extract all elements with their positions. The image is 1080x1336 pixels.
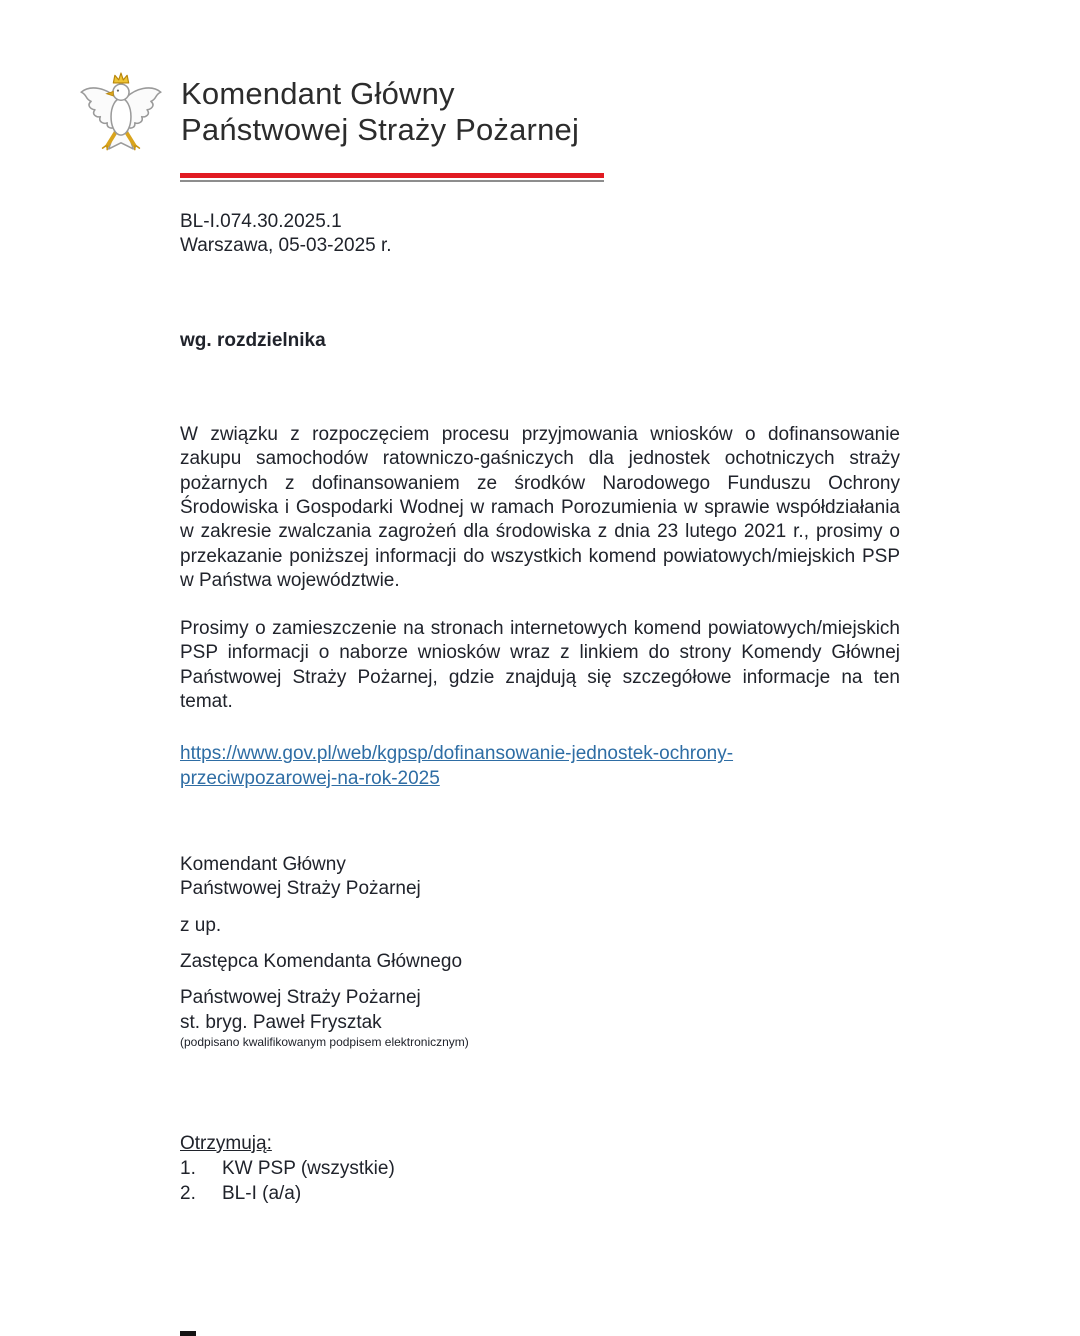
reference-number: BL-I.074.30.2025.1 xyxy=(180,211,342,232)
distribution-item-number: 2. xyxy=(180,1183,196,1205)
letter-body xyxy=(0,210,1080,1246)
recipient-line: wg. rozdzielnika xyxy=(180,329,326,351)
signature-on-behalf: z up. xyxy=(180,914,222,936)
signature-deputy-title: Zastępca Komendanta Głównego xyxy=(180,950,463,972)
polish-eagle-emblem xyxy=(75,68,167,170)
distribution-item xyxy=(180,1156,900,1181)
distribution-list xyxy=(180,1132,900,1206)
header-rule-red xyxy=(180,173,604,178)
header-rule xyxy=(180,173,604,182)
letter-meta xyxy=(180,210,900,259)
distribution-heading: Otrzymują: xyxy=(180,1132,272,1154)
signature-title-line1: Komendant Główny xyxy=(180,854,346,875)
signature-title-line2: Państwowej Straży Pożarnej xyxy=(180,878,421,900)
letterhead-title-line1: Komendant Główny xyxy=(181,76,455,111)
distribution-item xyxy=(180,1181,900,1206)
paragraph-1: W związku z rozpoczęciem procesu przyjmowania wniosków o dofinansowanie zakupu samochodów ratowniczo-gaśniczych dla jednostek ochotniczych straży pożarnych z dofinansowaniem ze środków Narodowego Funduszu Ochrony Środowiska i Gospodarki Wodnej w ramach Porozumienia w sprawie współdziałania w zakresie zwalczania zagrożeń dla środowiska z dnia 23 lutego 2021 r., prosimy o przekazanie poniższej informacji do wszystkich komend powiatowych/miejskich PSP w Państwa województwie. xyxy=(180,423,900,591)
letterhead xyxy=(0,0,1080,170)
letterhead-title xyxy=(181,68,579,148)
place-and-date: Warszawa, 05-03-2025 r. xyxy=(180,235,392,257)
signature-name: st. bryg. Paweł Frysztak xyxy=(180,1011,382,1033)
distribution-item-text: BL-I (a/a) xyxy=(222,1183,302,1205)
gov-link[interactable]: https://www.gov.pl/web/kgpsp/dofinansowanie-jednostek-ochrony-przeciwpozarowej-na-rok-2025 xyxy=(180,743,734,789)
signature-block xyxy=(180,853,900,1050)
signature-deputy-org: Państwowej Straży Pożarnej xyxy=(180,987,421,1009)
distribution-item-number: 1. xyxy=(180,1158,196,1180)
letterhead-title-line2: Państwowej Straży Pożarnej xyxy=(181,111,580,147)
scan-artifact xyxy=(180,1331,196,1336)
electronic-signature-note: (podpisano kwalifikowanym podpisem elektronicznym) xyxy=(180,1034,469,1049)
link-wrap xyxy=(180,742,745,791)
distribution-item-text: KW PSP (wszystkie) xyxy=(222,1158,395,1180)
header-rule-gray xyxy=(180,180,604,182)
paragraph-2: Prosimy o zamieszczenie na stronach internetowych komend powiatowych/miejskich PSP informacji o naborze wniosków wraz z linkiem do strony Komendy Głównej Państwowej Straży Pożarnej, gdzie znajdują się szczegółowe informacje na ten temat. xyxy=(180,618,900,713)
